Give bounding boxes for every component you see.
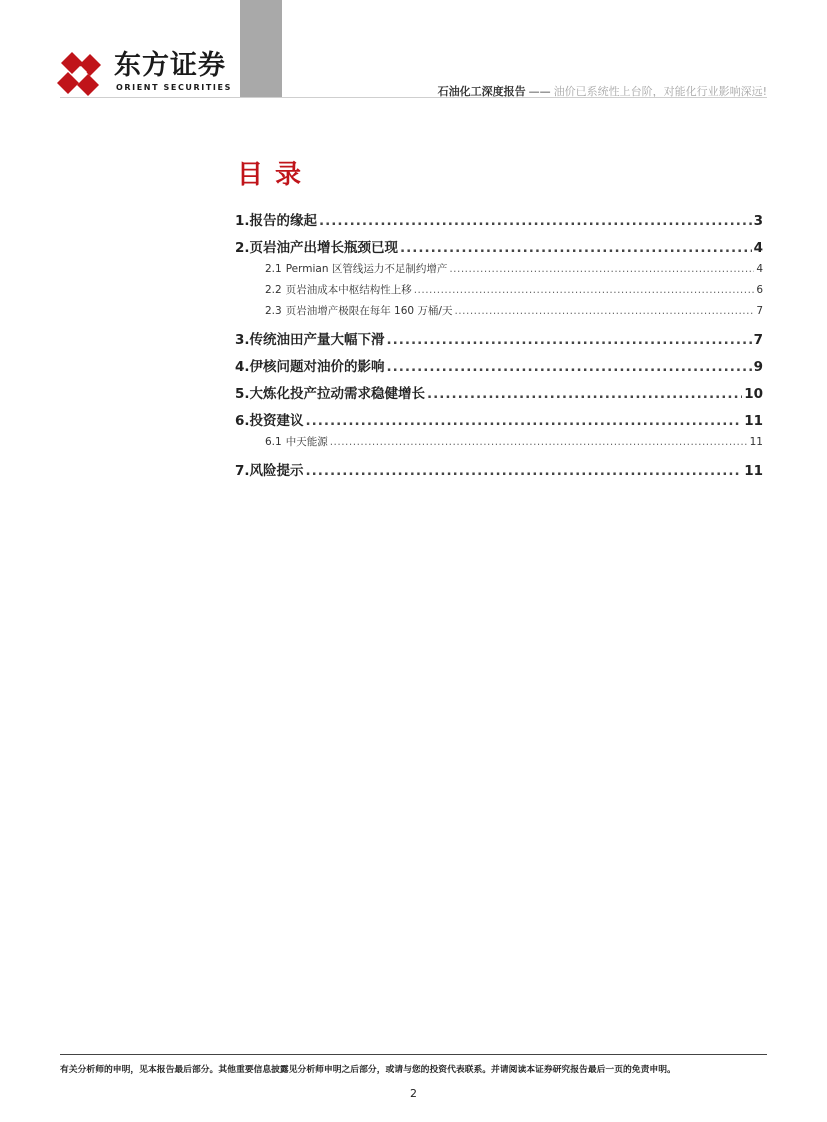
toc-entry-label: 页岩油增产极限在每年 160 万桶/天 <box>285 305 453 317</box>
toc-entry-number: 6.1 <box>265 436 282 448</box>
toc-entry-page: 4 <box>753 240 763 256</box>
toc-entry-page: 11 <box>744 463 763 479</box>
orient-securities-logo <box>56 50 232 96</box>
page-number: 2 <box>410 1087 417 1100</box>
toc-entry[interactable] <box>235 236 763 259</box>
toc-entry-number: 5. <box>235 386 250 402</box>
toc-entry-label: Permian 区管线运力不足制约增产 <box>285 263 448 275</box>
toc-entry[interactable] <box>235 409 763 432</box>
toc-entry-number: 1. <box>235 213 250 229</box>
toc-entry-label: 页岩油产出增长瓶颈已现 <box>249 240 399 256</box>
toc-entry[interactable] <box>235 382 763 405</box>
orient-logo-icon <box>56 50 106 96</box>
toc-dot-leader <box>387 359 752 375</box>
report-type: 石油化工深度报告 <box>437 85 526 98</box>
toc-dot-leader <box>387 332 752 348</box>
toc-entry-label: 报告的缘起 <box>249 213 318 229</box>
toc-entry-label: 伊核问题对油价的影响 <box>249 359 385 375</box>
toc-subentry[interactable] <box>235 303 763 322</box>
toc-entry-label: 传统油田产量大幅下滑 <box>249 332 385 348</box>
toc-entry-page: 9 <box>753 359 763 375</box>
toc-entry-number: 2. <box>235 240 250 256</box>
toc-entry-label: 中天能源 <box>285 436 328 448</box>
toc-dot-leader <box>400 240 752 256</box>
toc-entry-number: 2.2 <box>265 284 282 296</box>
logo-english-name: ORIENT SECURITIES <box>116 83 232 92</box>
toc-entry-page: 11 <box>744 413 763 429</box>
toc-entry-number: 3. <box>235 332 250 348</box>
toc-dot-leader <box>319 213 752 229</box>
footer-divider <box>60 1054 767 1055</box>
toc-entry-page: 3 <box>753 213 763 229</box>
toc-entry-page: 7 <box>756 305 763 317</box>
header-separator: —— <box>528 85 551 98</box>
toc-entry[interactable] <box>235 355 763 378</box>
toc-entry-number: 6. <box>235 413 250 429</box>
toc-entry-number: 2.1 <box>265 263 282 275</box>
toc-dot-leader <box>306 413 743 429</box>
toc-subentry[interactable] <box>235 261 763 280</box>
toc-entry-page: 6 <box>756 284 763 296</box>
toc-entry-label: 大炼化投产拉动需求稳健增长 <box>249 386 426 402</box>
footer-disclaimer: 有关分析师的申明，见本报告最后部分。其他重要信息披露见分析师申明之后部分，或请与您的投资代表联系。并请阅读本证券研究报告最后一页的免责申明。 <box>60 1065 676 1075</box>
toc-entry-number: 4. <box>235 359 250 375</box>
toc-entry-number: 7. <box>235 463 250 479</box>
logo-chinese-name: 东方证券 <box>114 50 226 81</box>
toc-dot-leader <box>414 284 755 296</box>
toc-entry-number: 2.3 <box>265 305 282 317</box>
toc-entry[interactable] <box>235 459 763 482</box>
toc-dot-leader <box>427 386 742 402</box>
toc-entry-page: 10 <box>744 386 763 402</box>
toc-entry[interactable] <box>235 328 763 351</box>
toc-subentry[interactable] <box>235 282 763 301</box>
toc-entry-page: 4 <box>756 263 763 275</box>
header-gray-tab <box>240 0 282 97</box>
toc-entry-page: 7 <box>753 332 763 348</box>
toc-entry[interactable] <box>235 209 763 232</box>
toc-subentry[interactable] <box>235 434 763 453</box>
report-subtitle: 油价已系统性上台阶，对能化行业影响深远! <box>553 85 767 98</box>
table-of-contents <box>235 209 763 482</box>
toc-dot-leader <box>306 463 743 479</box>
toc-entry-page: 11 <box>749 436 763 448</box>
toc-entry-label: 页岩油成本中枢结构性上移 <box>285 284 412 296</box>
toc-dot-leader <box>449 263 754 275</box>
toc-title: 目录 <box>237 160 314 190</box>
toc-dot-leader <box>454 305 754 317</box>
header-divider <box>60 97 767 98</box>
toc-entry-label: 投资建议 <box>249 413 304 429</box>
toc-dot-leader <box>330 436 748 448</box>
toc-entry-label: 风险提示 <box>249 463 304 479</box>
